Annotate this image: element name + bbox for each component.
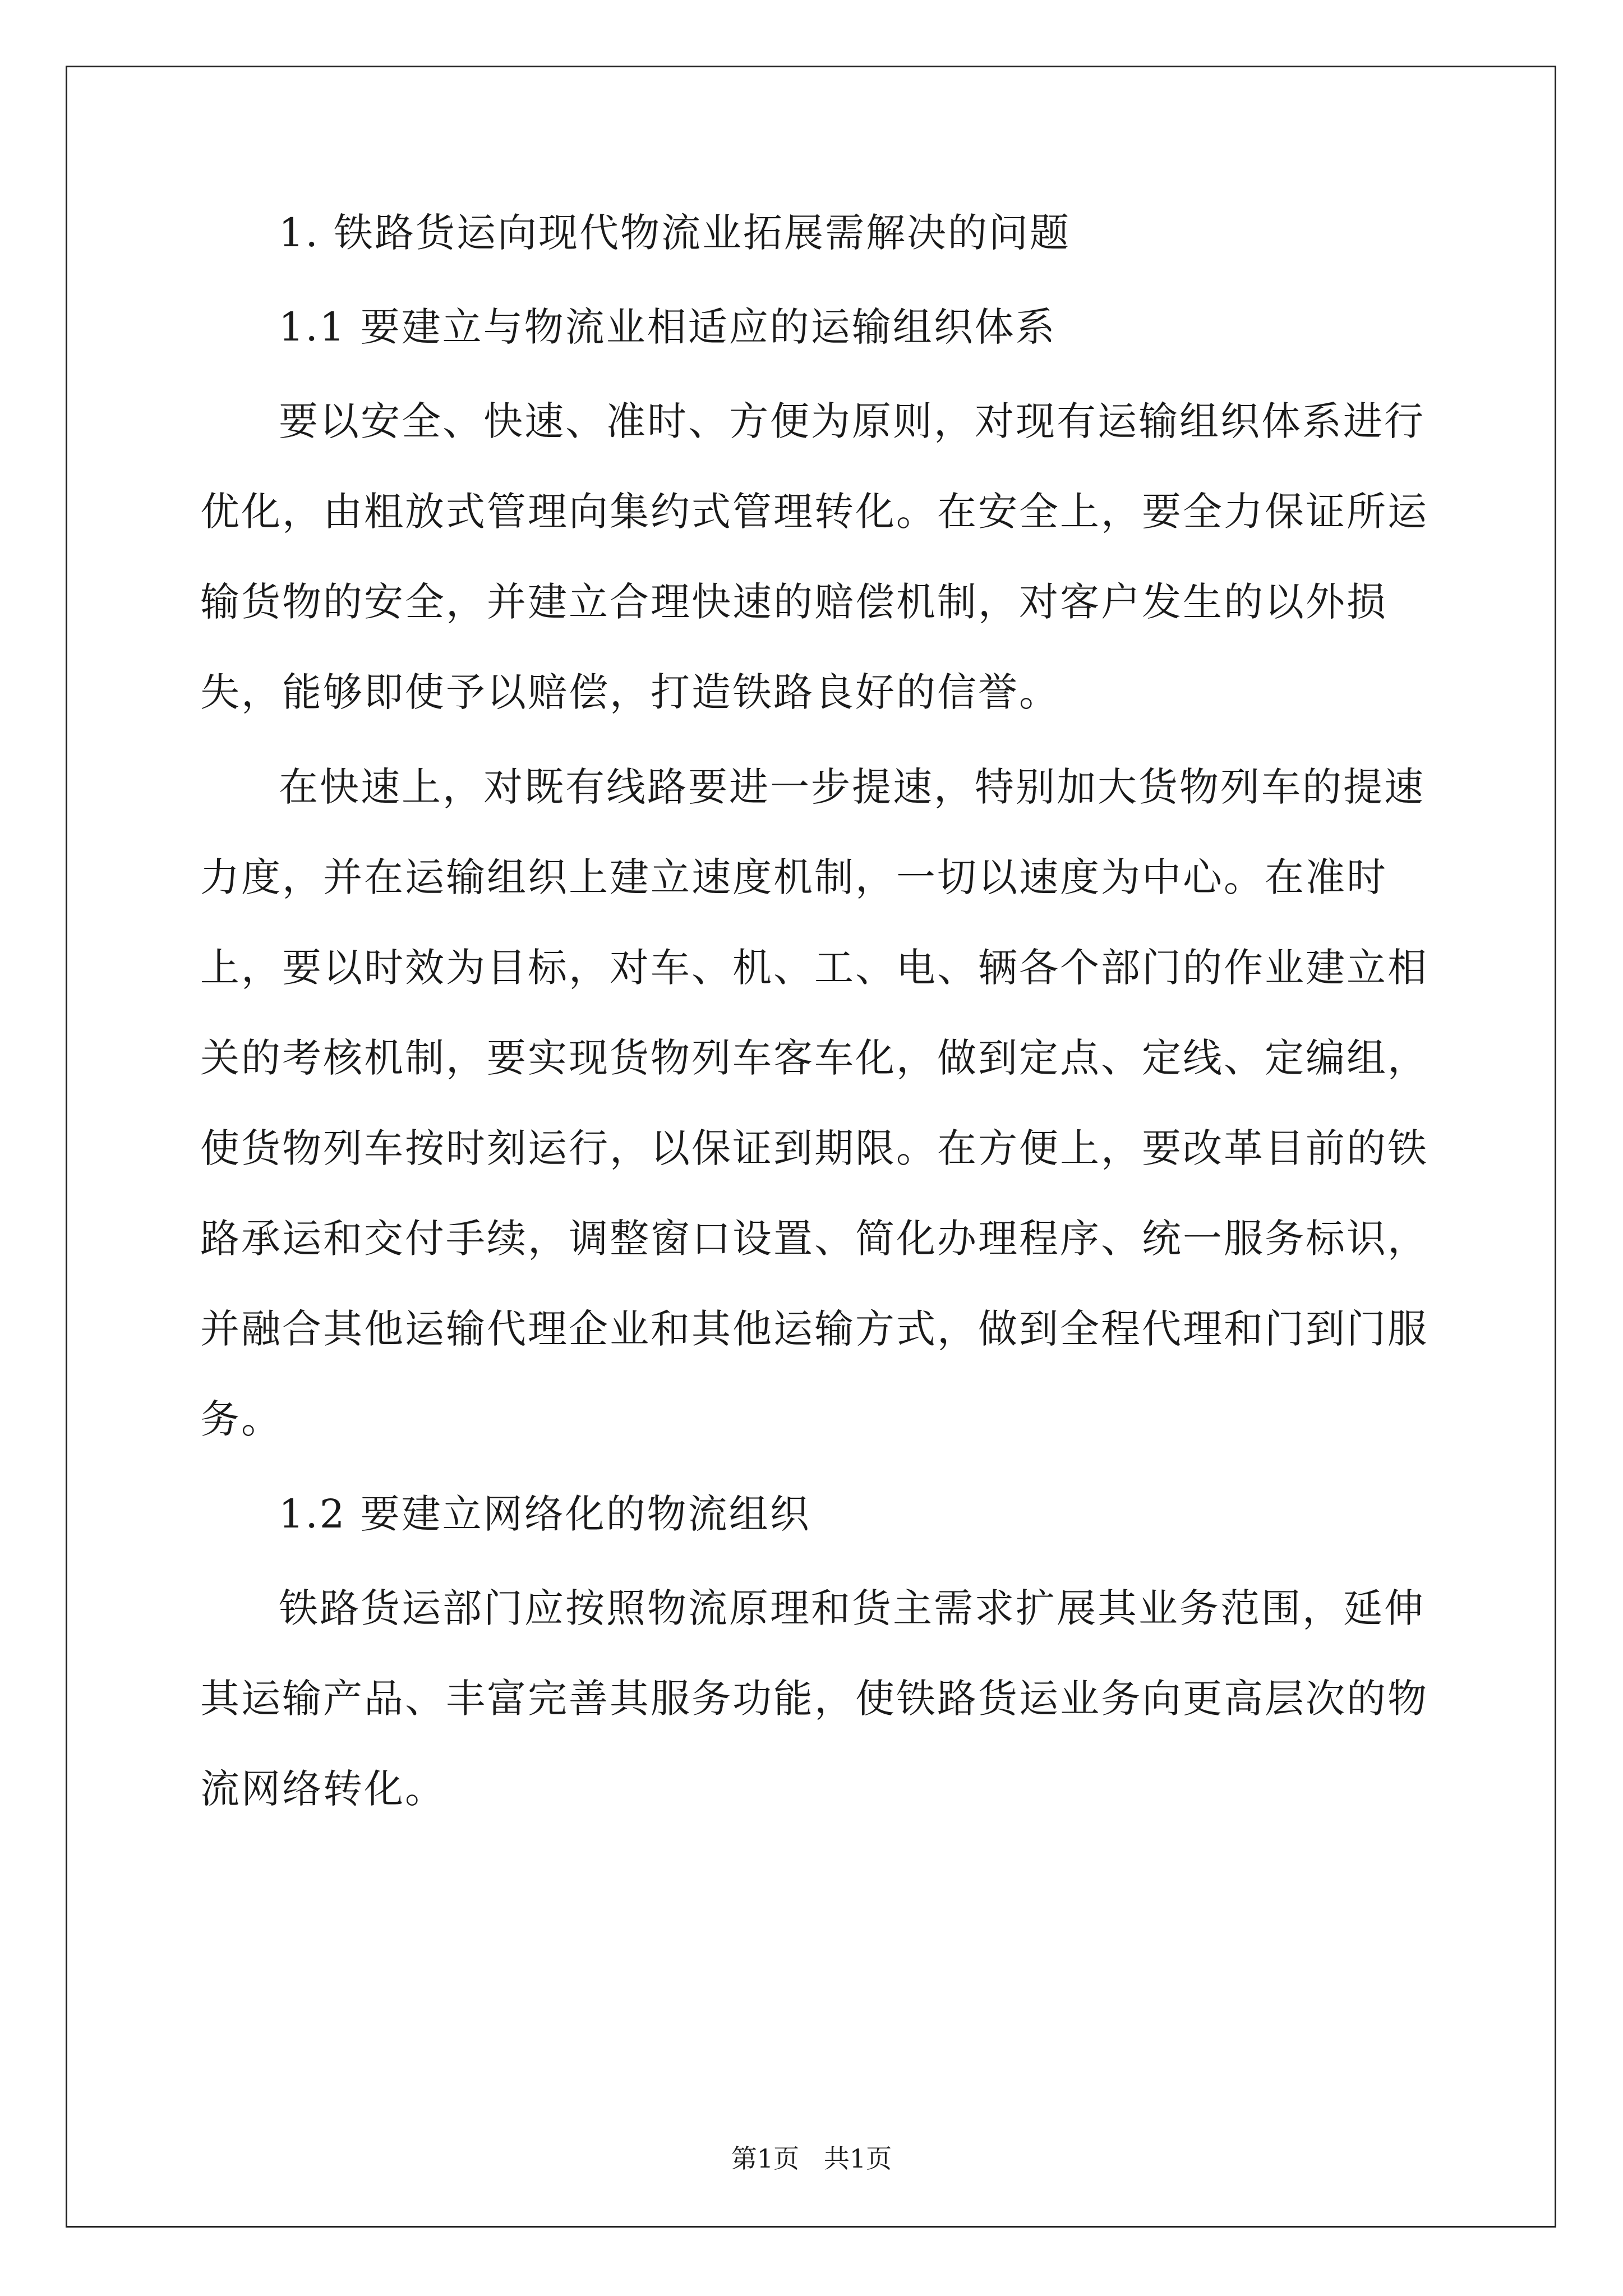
section-heading-1: 1. 铁路货运向现代物流业拓展需解决的问题	[279, 210, 1071, 256]
section-heading-1-2: 1.2 要建立网络化的物流组织	[279, 1491, 811, 1537]
paragraph-1: 要以安全、快速、准时、方便为原则，对现有运输组织体系进行优化，由粗放式管理向集约式管理转化。在安全上，要全力保证所运输货物的安全，并建立合理快速的赔偿机制，对客户发生的以外损失，能够即使予以赔偿，打造铁路良好的信誉。	[200, 398, 1428, 715]
paragraph-3: 铁路货运部门应按照物流原理和货主需求扩展其业务范围，延伸其运输产品、丰富完善其服务功能，使铁路货运业务向更高层次的物流网络转化。	[200, 1585, 1428, 1812]
section-heading-1-1: 1.1 要建立与物流业相适应的运输组织体系	[279, 304, 1057, 350]
document-body	[200, 210, 1434, 1861]
page-footer: 第1页 共1页	[731, 2143, 892, 2174]
paragraph-2: 在快速上，对既有线路要进一步提速，特别加大货物列车的提速力度，并在运输组织上建立速度机制，一切以速度为中心。在准时上，要以时效为目标，对车、机、工、电、辆各个部门的作业建立相关的考核机制，要实现货物列车客车化，做到定点、定线、定编组，使货物列车按时刻运行，以保证到期限。在方便上，要改革目前的铁路承运和交付手续，调整窗口设置、简化办理程序、统一服务标识，并融合其他运输代理企业和其他运输方式，做到全程代理和门到门服务。	[200, 764, 1428, 1442]
